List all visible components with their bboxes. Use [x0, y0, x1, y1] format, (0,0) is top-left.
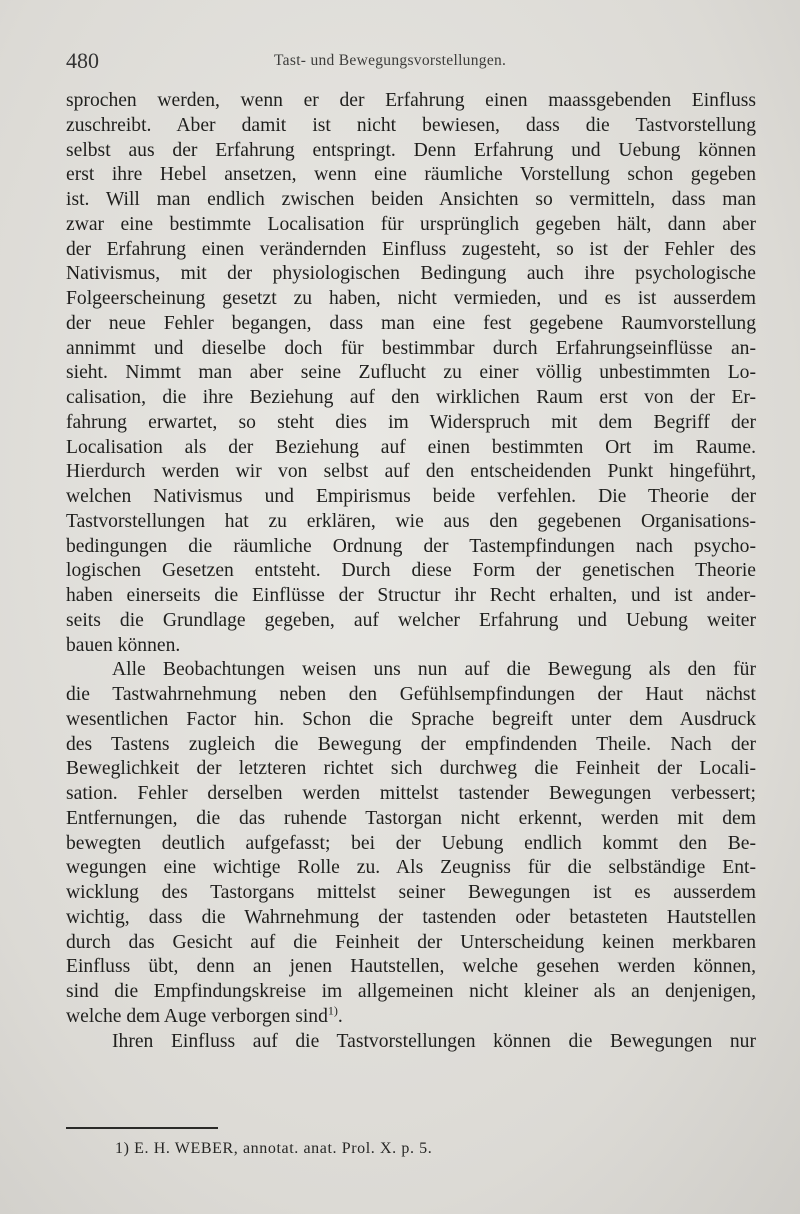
text-line: haben einerseits die Einflüsse der Structur ihr Recht erhalten, und ist ander- [66, 585, 756, 606]
text-line: Folgeerscheinung gesetzt zu haben, nicht vermieden, und es ist ausserdem [66, 288, 756, 309]
text-line: Tastvorstellungen hat zu erklären, wie aus den gegebenen Organisations- [66, 510, 756, 532]
text-line: Alle Beobachtungen weisen uns nun auf die Bewegung als den für [112, 659, 756, 681]
text-line: Entfernungen, die das ruhende Tastorgan nicht erkennt, werden mit dem [66, 807, 756, 829]
text-line: wicklung des Tastorgans mittelst seiner Bewegungen ist es ausserdem [66, 882, 756, 903]
text-line: der neue Fehler begangen, dass man eine fest gegebene Raumvorstellung [66, 312, 756, 334]
text-line: bedingungen die räumliche Ordnung der Tastempfindungen nach psycho- [66, 535, 756, 557]
text-line: durch das Gesicht auf die Feinheit der Unterscheidung keinen merkbaren [66, 931, 756, 953]
text-line: Einfluss übt, denn an jenen Hautstellen, welche gesehen werden können, [66, 956, 756, 978]
footnote [115, 1140, 432, 1158]
text-line: Ihren Einfluss auf die Tastvorstellungen können die Bewegungen nur [112, 1030, 756, 1052]
text-line: sation. Fehler derselben werden mittelst tastender Bewegungen verbessert; [66, 783, 756, 804]
text-line: zwar eine bestimmte Localisation für ursprünglich gegeben hält, dann aber [66, 213, 756, 235]
running-head: Tast- und Bewegungsvorstellungen. [274, 52, 507, 69]
text-line: welchen Nativismus und Empirismus beide verfehlen. Die Theorie der [66, 486, 756, 507]
text-line: welche dem Auge verborgen sind [66, 1005, 328, 1027]
text-line: wesentlichen Factor hin. Schon die Sprache begreift unter dem Ausdruck [66, 708, 756, 730]
text-line: erst ihre Hebel ansetzen, wenn eine räumliche Vorstellung schon gegeben [66, 164, 756, 186]
text-line: calisation, die ihre Beziehung auf den wirklichen Raum erst von der Er- [66, 387, 756, 408]
text-line: annimmt und dieselbe doch für bestimmbar durch Erfahrungseinflüsse an- [66, 337, 756, 359]
text-line: fahrung erwartet, so steht dies im Widerspruch mit dem Begriff der [66, 411, 756, 433]
footnote-text: E. H. WEBER, annotat. anat. Prol. X. p. 5. [134, 1140, 433, 1157]
text-line: bewegten deutlich aufgefasst; bei der Uebung endlich kommt den Be- [66, 832, 756, 854]
text-line: sprochen werden, wenn er der Erfahrung einen maassgebenden Einfluss [66, 90, 756, 111]
text-line: des Tastens zugleich die Bewegung der empfindenden Theile. Nach der [66, 733, 756, 755]
body-text [66, 89, 756, 1054]
text-line: sieht. Nimmt man aber seine Zuflucht zu einer völlig unbestimmten Lo- [66, 362, 756, 384]
text-line: selbst aus der Erfahrung entspringt. Denn Erfahrung und Uebung können [66, 139, 756, 161]
page-header [66, 48, 756, 74]
text-line: ist. Will man endlich zwischen beiden Ansichten so vermitteln, dass man [66, 189, 756, 210]
text-line: sind die Empfindungskreise im allgemeinen nicht kleiner als an denjenigen, [66, 981, 756, 1002]
footnote-divider [66, 1127, 218, 1129]
page-number: 480 [66, 48, 99, 73]
text-line: Nativismus, mit der physiologischen Bedingung auch ihre psychologische [66, 263, 756, 285]
text-line: wegungen eine wichtige Rolle zu. Als Zeugniss für die selbständige Ent- [66, 857, 756, 879]
text-line: die Tastwahrnehmung neben den Gefühlsempfindungen der Haut nächst [66, 684, 756, 705]
footnote-marker: 1) [115, 1140, 130, 1157]
text-line: Beweglichkeit der letzteren richtet sich durchweg die Feinheit der Locali- [66, 758, 756, 780]
text-line: der Erfahrung einen verändernden Einfluss zugesteht, so ist der Fehler des [66, 238, 756, 260]
text-line: seits die Grundlage gegeben, auf welcher Erfahrung und Uebung weiter [66, 609, 756, 631]
text-line-with-footnote-ref: welche dem Auge verborgen sind$^{1)}$. [66, 1004, 343, 1027]
text-line: logischen Gesetzen entsteht. Durch diese Form der genetischen Theorie [66, 560, 756, 582]
footnote-reference: 1) [327, 1004, 338, 1018]
text-line: wichtig, dass die Wahrnehmung der tastenden oder betasteten Hautstellen [66, 906, 756, 928]
text-line: zuschreibt. Aber damit ist nicht bewiesen, dass die Tastvorstellung [66, 114, 756, 136]
text-line: Localisation als der Beziehung auf einen bestimmten Ort im Raume. [66, 436, 756, 458]
text-line: bauen können. [66, 634, 181, 656]
text-line: Hierdurch werden wir von selbst auf den entscheidenden Punkt hingeführt, [66, 461, 756, 483]
